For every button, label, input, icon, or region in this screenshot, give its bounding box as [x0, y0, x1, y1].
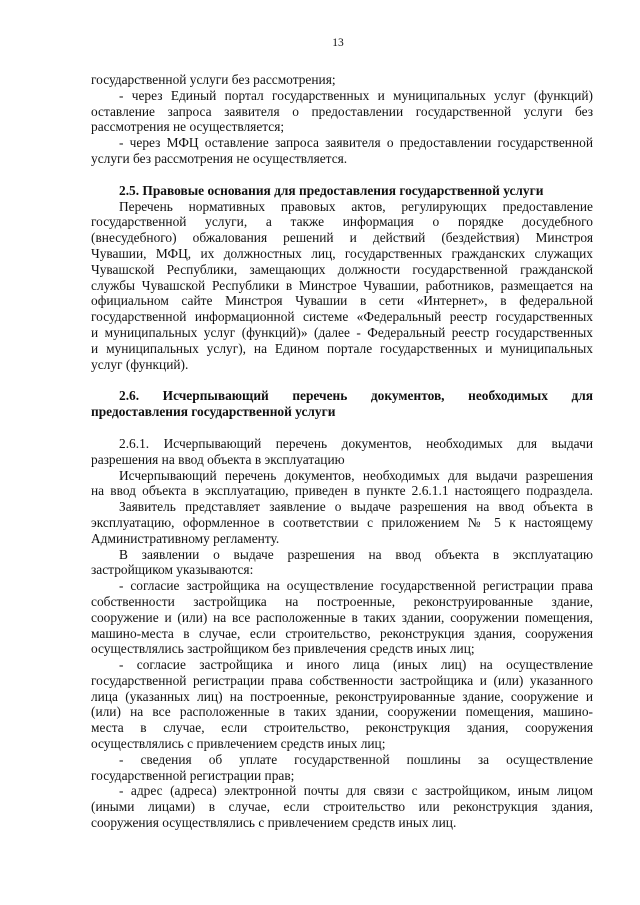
text-line: - адрес (адреса) электронной почты для связи с застройщиком, иным лицом: [119, 783, 593, 799]
paragraph-gap: [91, 420, 593, 436]
text-line: Исчерпывающий перечень документов, необходимых для выдачи разрешения: [119, 467, 593, 483]
section-heading-line: предоставления государственной услуги: [91, 404, 336, 420]
text-line: застройщиком указываются:: [91, 562, 254, 578]
text-line: осуществлялись с привлечением средств иных лиц;: [91, 736, 386, 752]
text-line: государственной регистрации права собственности застройщика и (или) указанного: [91, 672, 593, 688]
text-line: сооружение и (или) на все расположенные в таких здании, сооружении помещения,: [91, 609, 593, 625]
text-line: государственной регистрации прав;: [91, 767, 295, 783]
text-line: (или) на все расположенные в таких здании, сооружении помещения, машино-: [91, 704, 593, 720]
text-line: 2.6.1. Исчерпывающий перечень документов, необходимых для выдачи: [119, 435, 593, 451]
text-line: (внесудебного) обжалования решений и действий (бездействия) Минстроя: [91, 230, 593, 246]
text-line: на ввод объекта в эксплуатацию, приведен в пункте 2.6.1.1 настоящего подраздела.: [91, 483, 593, 499]
text-line: машино-места в случае, если строительство, реконструкция здания, сооружения: [91, 625, 593, 641]
text-line: официальном сайте Минстроя Чувашии в сети «Интернет», в федеральной: [91, 293, 593, 309]
text-line: государственной услуги без рассмотрения;: [91, 72, 336, 87]
text-line: В заявлении о выдаче разрешения на ввод объекта в эксплуатацию: [119, 546, 593, 562]
page-number: 13: [332, 37, 344, 49]
text-line: - согласие застройщика и иного лица (иных лиц) на осуществление: [119, 657, 593, 673]
text-line: Чувашии, МФЦ, их должностных лиц, государственных гражданских служащих: [91, 245, 593, 261]
text-line: - согласие застройщика на осуществление государственной регистрации права: [119, 578, 593, 594]
text-line: сооружения осуществлялись с привлечением средств иных лиц.: [91, 815, 457, 831]
text-line: осуществлялись застройщиком без привлечения средств иных лиц;: [91, 641, 475, 657]
text-line: и муниципальных услуг (функций)» (далее - Федеральный реестр государственных: [91, 324, 593, 340]
text-line: разрешения на ввод объекта в эксплуатацию: [91, 451, 345, 467]
text-line: Административному регламенту.: [91, 530, 280, 546]
text-line: - сведения об уплате государственной пошлины за осуществление: [119, 751, 593, 767]
text-line: рассмотрения не осуществляется;: [91, 119, 285, 135]
text-line: государственной информационной системе «Федеральный реестр государственных: [91, 309, 593, 325]
text-line: государственной услуги, а также информация о порядке досудебного: [91, 214, 593, 230]
paragraph-gap: [91, 372, 593, 388]
section-heading-line: 2.6. Исчерпывающий перечень документов, необходимых для: [119, 388, 593, 404]
text-line: услуг (функций).: [91, 356, 189, 372]
text-line: услуги без рассмотрения не осуществляется.: [91, 150, 348, 166]
document-page: [91, 36, 593, 831]
text-line: и муниципальных услуг), на Едином портале государственных и муниципальных: [91, 340, 593, 356]
text-line: оставление запроса заявителя о предоставлении государственной услуги без: [91, 103, 593, 119]
text-line: эксплуатацию, оформленное в соответствии с приложением № 5 к настоящему: [91, 514, 593, 530]
text-line: собственности застройщика на построенные, реконструированные здание,: [91, 593, 593, 609]
text-line: - через МФЦ оставление запроса заявителя о предоставлении государственной: [119, 135, 593, 151]
text-line: лица (указанных лиц) на построенные, реконструированные здание, сооружение и: [91, 688, 593, 704]
document-body: [91, 72, 593, 831]
text-line: (иными лицами) в случае, если строительство или реконструкция здания,: [91, 799, 593, 815]
section-heading-line: 2.5. Правовые основания для предоставления государственной услуги: [119, 182, 544, 198]
text-line: Заявитель представляет заявление о выдаче разрешения на ввод объекта в: [119, 499, 593, 515]
paragraph-gap: [91, 167, 593, 183]
text-line: Перечень нормативных правовых актов, регулирующих предоставление: [119, 198, 593, 214]
text-line: места в случае, если строительство, реконструкция здания, сооружения: [91, 720, 593, 736]
text-line: службы Чувашской Республики в Минстрое Чувашии, работников, размещается на: [91, 277, 593, 293]
text-line: Чувашской Республики, замещающих должности государственной гражданской: [91, 261, 593, 277]
text-line: - через Единый портал государственных и муниципальных услуг (функций): [119, 87, 593, 103]
